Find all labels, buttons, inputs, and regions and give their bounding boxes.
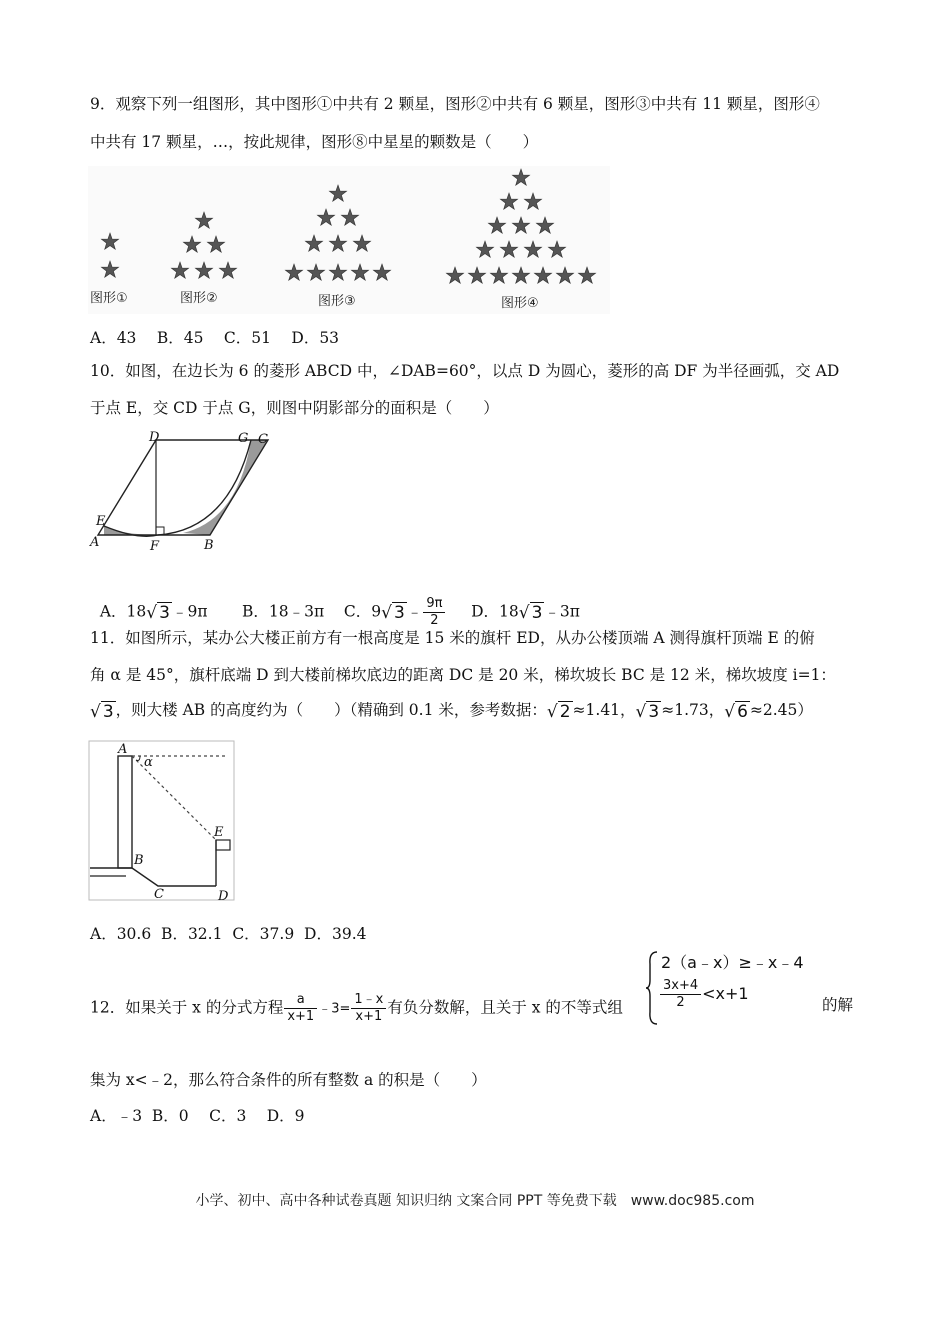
q12-text-line1: 12．如果关于 x 的分式方程 $\frac{a}{x+1}$ ﹣3= $\frac{1﹣x}{x+1}$ 有负分数解，且关于 x 的不等式组 <box>90 992 623 1024</box>
q11-text-line2: 角 α 是 45°，旗杆底端 D 到大楼前梯坎底边的距离 DC 是 20 米，梯坎坡长 BC 是 12 米，梯坎坡度 i=1： <box>90 666 836 684</box>
q10-option-a-pre: A．18 <box>99 602 147 621</box>
label-E: E <box>214 825 224 840</box>
q10-option-d-post: ﹣3π <box>544 602 580 621</box>
q12-text-line2: 集为 x<﹣2，那么符合条件的所有整数 a 的积是（ ） <box>90 1071 487 1089</box>
label-A: A <box>118 742 128 757</box>
q9-options: A．43 B．45 C．51 D．53 <box>90 329 340 347</box>
sqrt-icon: √ 3 <box>635 701 660 722</box>
q12-system-line1: 2（a﹣x）≥﹣x﹣4 <box>661 953 804 972</box>
fig-label-1: 图形① <box>90 291 128 306</box>
q12-fraction-1: $\frac{a}{x+1}$ <box>284 992 317 1025</box>
sqrt-icon: √ 3 <box>381 603 405 623</box>
label-B: B <box>204 538 214 553</box>
label-A: A <box>90 535 100 550</box>
q11-text-line1: 11．如图所示，某办公大楼正前方有一根高度是 15 米的旗杆 ED，从办公楼顶端 A 测得旗杆顶端 E 的俯 <box>90 629 815 647</box>
q10-option-a-post: ﹣9π <box>171 602 208 621</box>
label-C: C <box>154 887 164 902</box>
fig-label-4: 图形④ <box>501 296 539 311</box>
label-F: F <box>150 539 160 553</box>
label-E: E <box>96 514 106 529</box>
label-C: C <box>258 432 268 447</box>
q10-text-line1: 10．如图，在边长为 6 的菱形 ABCD 中，∠DAB=60°，以点 D 为圆心，菱形的高 DF 为半径画弧，交 AD <box>90 362 840 380</box>
q10-text-line2: 于点 E，交 CD 于点 G，则图中阴影部分的面积是（ ） <box>90 399 499 417</box>
q9-text-line2: 中共有 17 颗星，…，按此规律，图形⑧中星星的颗数是（ ） <box>90 133 539 151</box>
label-D: D <box>218 889 229 902</box>
q12-options: A．﹣3 B．0 C．3 D．9 <box>90 1107 305 1125</box>
fig-label-2: 图形② <box>180 291 218 306</box>
label-G: G <box>238 431 249 446</box>
q10-rhombus-figure <box>88 428 273 553</box>
sqrt-icon: √ 3 <box>90 701 114 722</box>
q10-option-c-fraction: $\frac{9\pi}{2}$ <box>423 596 445 629</box>
label-alpha: α <box>144 755 153 770</box>
label-B: B <box>134 853 144 868</box>
brace-icon <box>645 950 659 1026</box>
sqrt-icon: √ 3 <box>146 603 170 623</box>
q12-fraction-2: $\frac{1﹣x}{x+1}$ <box>351 992 386 1025</box>
q12-text-tail: 的解 <box>822 996 854 1014</box>
sqrt-icon: √ 6 <box>724 701 748 722</box>
q11-text-line3: √ 3 ，则大楼 AB 的高度约为（ ）（精确到 0.1 米，参考数据：√ 2 ≈1.41，√ 3 ≈1.73，√ 6 ≈2.45） <box>90 701 813 722</box>
q9-star-figure <box>88 166 610 314</box>
q10-options <box>90 578 580 629</box>
q12-system-line2: $\frac{3x+4}{2}$ <x+1 <box>659 978 749 1011</box>
page-footer: 小学、初中、高中各种试卷真题 知识归纳 文案合同 PPT 等免费下载 www.doc985.com <box>195 1193 755 1209</box>
fig-label-3: 图形③ <box>318 294 356 309</box>
q11-options: A．30.6 B．32.1 C．37.9 D．39.4 <box>90 925 367 943</box>
q10-option-d-pre: D．18 <box>471 602 519 621</box>
q10-option-c-mid: ﹣ <box>406 602 423 621</box>
q12-inequality-system <box>645 950 825 1030</box>
sqrt-icon: √ 2 <box>546 701 571 722</box>
q10-option-c-pre: C．9 <box>343 602 382 621</box>
sqrt-icon: √ 3 <box>518 603 543 623</box>
q9-text-line1: 9．观察下列一组图形，其中图形①中共有 2 颗星，图形②中共有 6 颗星，图形③中共有 11 颗星，图形④ <box>90 95 820 113</box>
label-D: D <box>149 430 160 445</box>
q10-option-b: B．18﹣3π <box>242 602 325 621</box>
q11-building-figure <box>88 740 236 902</box>
